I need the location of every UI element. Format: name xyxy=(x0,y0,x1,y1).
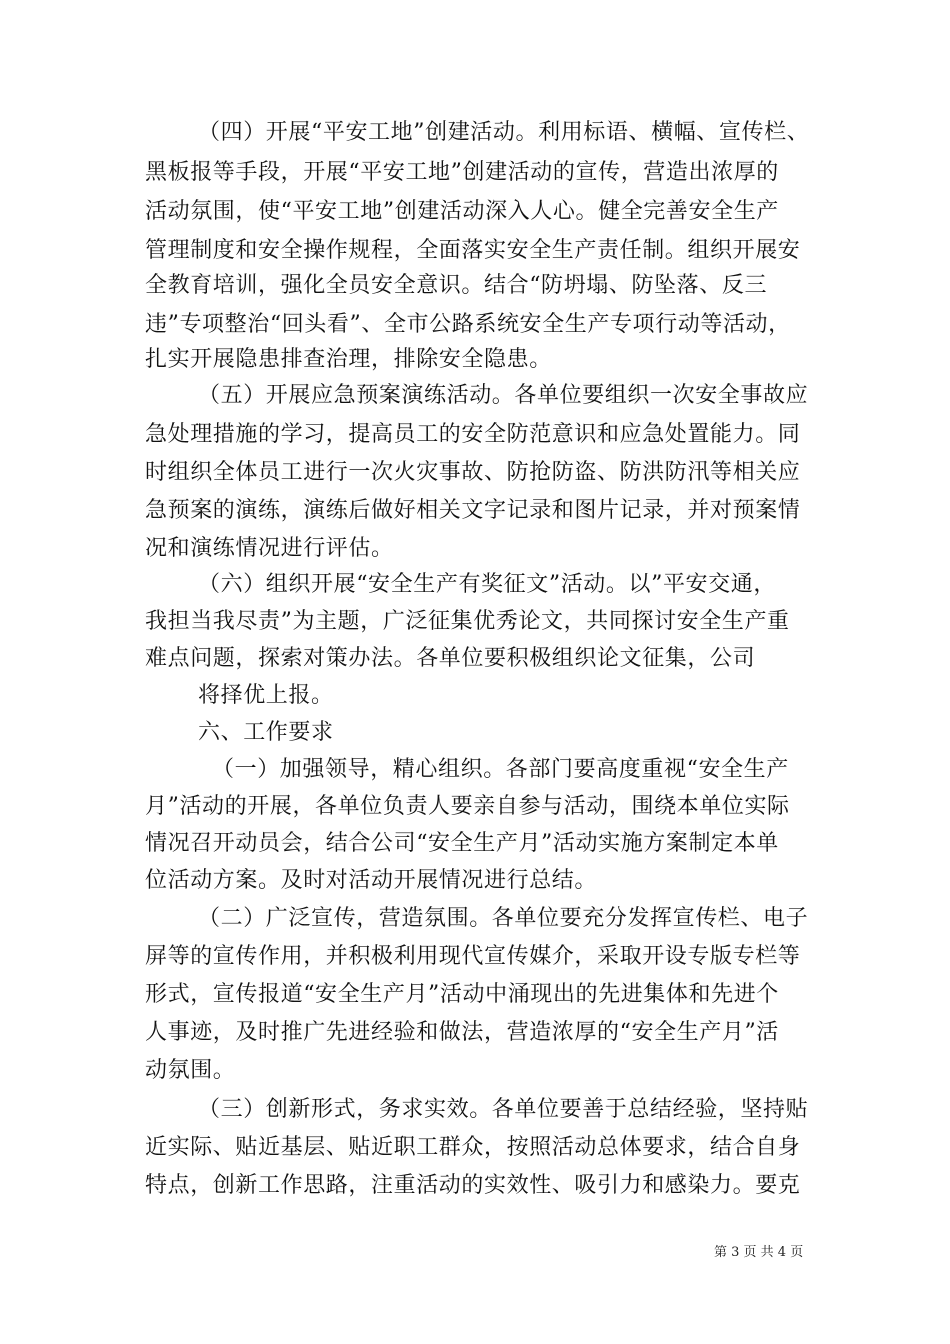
text-line: 扎实开展隐患排查治理，排除安全隐患。 xyxy=(145,347,552,372)
text-line: 动氛围。 xyxy=(145,1058,236,1083)
text-line: 违”专项整治“回头看”、全市公路系统安全生产专项行动等活动， xyxy=(145,312,791,337)
text-line: 人事迹，及时推广先进经验和做法，营造浓厚的“安全生产月”活 xyxy=(145,1020,779,1045)
text-line: （二）广泛宣传，营造氛围。各单位要充分发挥宣传栏、电子 xyxy=(198,906,809,931)
text-line: 近实际、贴近基层、贴近职工群众，按照活动总体要求，结合自身 xyxy=(145,1135,801,1160)
text-line: 时组织全体员工进行一次火灾事故、防抢防盗、防洪防汛等相关应 xyxy=(145,460,801,485)
text-line: （六）组织开展“安全生产有奖征文”活动。以”平安交通， xyxy=(198,572,776,597)
text-line: 急处理措施的学习，提高员工的安全防范意识和应急处置能力。同 xyxy=(145,422,801,447)
text-line: （一）加强领导，精心组织。各部门要高度重视“安全生产 xyxy=(212,757,789,782)
text-line: （三）创新形式，务求实效。各单位要善于总结经验，坚持贴 xyxy=(198,1097,809,1122)
text-line: 特点，创新工作思路，注重活动的实效性、吸引力和感染力。要克 xyxy=(145,1173,801,1198)
text-line: 况和演练情况进行评估。 xyxy=(145,536,394,561)
text-line: 难点问题，探索对策办法。各单位要积极组织论文征集，公司 xyxy=(145,646,756,671)
text-line: 情况召开动员会，结合公司“安全生产月”活动实施方案制定本单 xyxy=(145,831,779,856)
text-line: （五）开展应急预案演练活动。各单位要组织一次安全事故应 xyxy=(198,383,809,408)
text-line: 管理制度和安全操作规程，全面落实安全生产责任制。组织开展安 xyxy=(145,238,801,263)
text-line: 我担当我尽责”为主题，广泛征集优秀论文，共同探讨安全生产重 xyxy=(145,609,790,634)
text-line: 位活动方案。及时对活动开展情况进行总结。 xyxy=(145,868,598,893)
text-line: 形式，宣传报道“安全生产月”活动中涌现出的先进集体和先进个 xyxy=(145,982,779,1007)
page-number: 第 3 页 共 4 页 xyxy=(714,1245,804,1260)
text-line: 屏等的宣传作用，并积极利用现代宣传媒介，采取开设专版专栏等 xyxy=(145,944,801,969)
text-line: 黑板报等手段，开展“平安工地”创建活动的宣传，营造出浓厚的 xyxy=(145,160,779,185)
text-line: 月”活动的开展，各单位负责人要亲自参与活动，围绕本单位实际 xyxy=(145,794,790,819)
text-line: 活动氛围，使“平安工地”创建活动深入人心。健全完善安全生产 xyxy=(145,199,779,224)
text-line: 全教育培训，强化全员安全意识。结合“防坍塌、防坠落、反三 xyxy=(145,273,768,298)
section-heading: 六、工作要求 xyxy=(198,720,334,745)
text-line: 急预案的演练，演练后做好相关文字记录和图片记录，并对预案情 xyxy=(145,498,801,523)
text-line: 将择优上报。 xyxy=(198,683,334,708)
text-line: （四）开展“平安工地”创建活动。利用标语、横幅、宣传栏、 xyxy=(198,120,810,145)
